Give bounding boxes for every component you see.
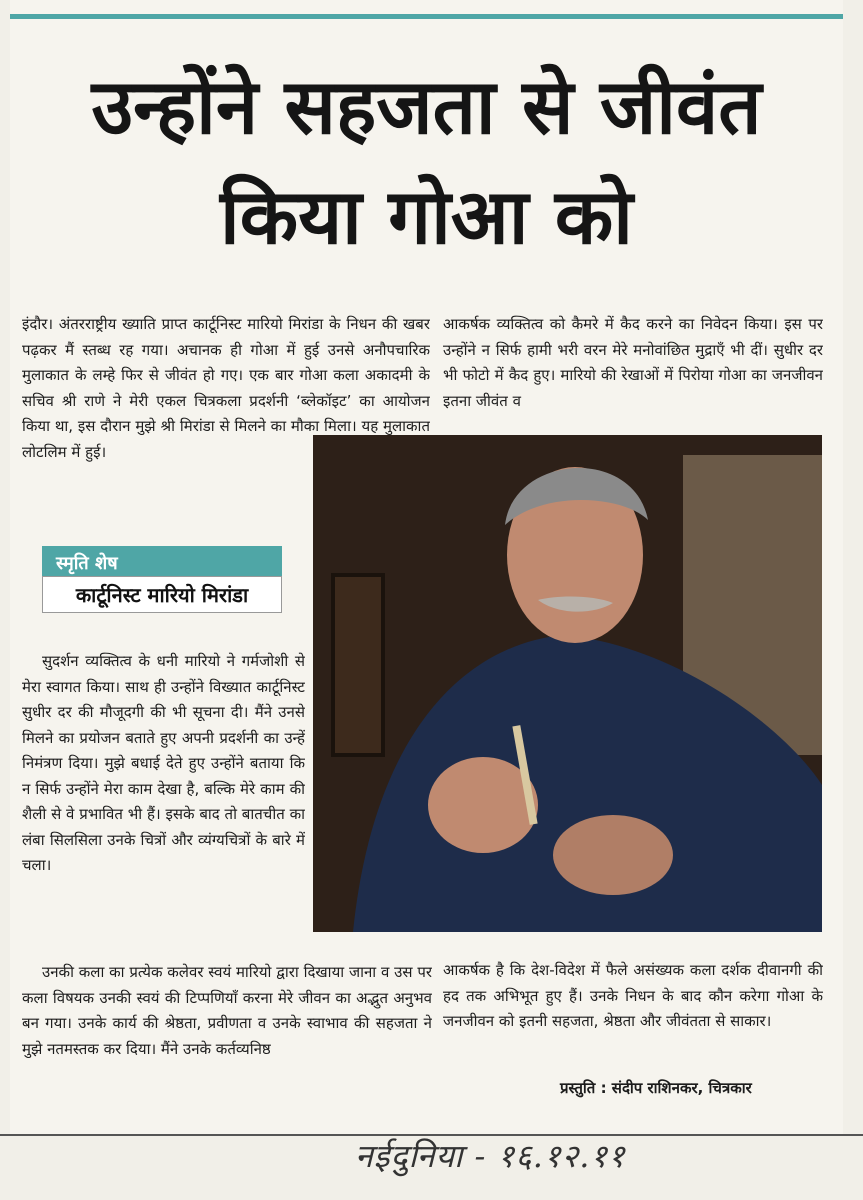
author-credit: प्रस्तुति : संदीप राशिनकर, चित्रकार xyxy=(560,1079,752,1097)
handwritten-date-note: नईदुनिया - १६.१२.११ xyxy=(355,1137,626,1175)
right-column-top xyxy=(443,312,823,432)
headline-line-1: उन्होंने सहजता से जीवंत xyxy=(91,62,762,151)
article-paragraph-1: इंदौर। अंतरराष्ट्रीय ख्याति प्राप्त कार्टूनिस्ट मारियो मिरांडा के निधन की खबर पढ़कर मैं स्तब्ध रह गया। अचानक ही गोआ में हुई उनसे अनौपचारिक मुलाकात के लम्हे फिर से जीवंत हो गए। एक बार गोआ कला अकादमी के सचिव श्री राणे ने मेरी एकल चित्रकला प्रदर्शनी ‘ब्लेकॉइट’ का आयोजन किया था, इस दौरान मुझे श्री मिरांडा से मिलने का मौका मिला। यह मुलाकात लोटलिम में हुई। xyxy=(22,315,430,461)
article-paragraph-2: सुदर्शन व्यक्तित्व के धनी मारियो ने गर्मजोशी से मेरा स्वागत किया। साथ ही उन्होंने विख्यात कार्टूनिस्ट सुधीर दर की मौजूदगी की भी सूचना दी। मैंने उनसे मिलने का प्रयोजन बताते हुए अपनी प्रदर्शनी का उन्हें निमंत्रण दिया। मुझे बधाई देते हुए उन्होंने बताया कि न सिर्फ उन्होंने मेरा काम देखा है, बल्कि मेरे काम की शैली से वे प्रभावित भी हैं। इसके बाद तो बातचीत का लंबा सिलसिला उनके चित्रों और व्यंग्यचित्रों के बारे में चला। xyxy=(22,652,305,874)
badge-subject: कार्टूनिस्ट मारियो मिरांडा xyxy=(42,576,282,613)
article-paragraph-5: आकर्षक है कि देश-विदेश में फैले असंख्यक कला दर्शक दीवानगी की हद तक अभिभूत हुए हैं। उनके निधन के बाद कौन करेगा गोआ के जनजीवन को इतनी सहजता, श्रेष्ठता और जीवंतता से साकार। xyxy=(443,961,823,1030)
top-accent-rule xyxy=(10,14,843,19)
badge-title: स्मृति शेष xyxy=(42,546,282,576)
article-paragraph-3: उनकी कला का प्रत्येक कलेवर स्वयं मारियो द्वारा दिखाया जाना व उस पर कला विषयक उनकी स्वयं की टिप्पणियाँ करना मेरे जीवन का अद्भुत अनुभव बन गया। उनके कार्य की श्रेष्ठता, प्रवीणता व उनके स्वाभाव की सहजता ने मुझे नतमस्तक कर दिया। मैंने उनके कर्तव्यनिष्ठ xyxy=(22,963,432,1058)
portrait-photo xyxy=(313,435,822,932)
right-column-bottom xyxy=(443,958,823,1068)
article-paragraph-4: आकर्षक व्यक्तित्व को कैमरे में कैद करने का निवेदन किया। इस पर उन्होंने न सिर्फ हामी भरी वरन मेरे मनोवांछित मुद्राएँ भी दीं। सुधीर दर भी फोटो में कैद हुए। मारियो की रेखाओं में पिरोया गोआ का जनजीवन इतना जीवंत व xyxy=(443,315,823,410)
portrait-illustration xyxy=(313,435,822,932)
left-column-bottom xyxy=(22,960,432,1120)
headline-line-2: किया गोआ को xyxy=(220,172,633,261)
left-column-middle xyxy=(22,649,305,955)
memorial-badge xyxy=(42,546,282,613)
